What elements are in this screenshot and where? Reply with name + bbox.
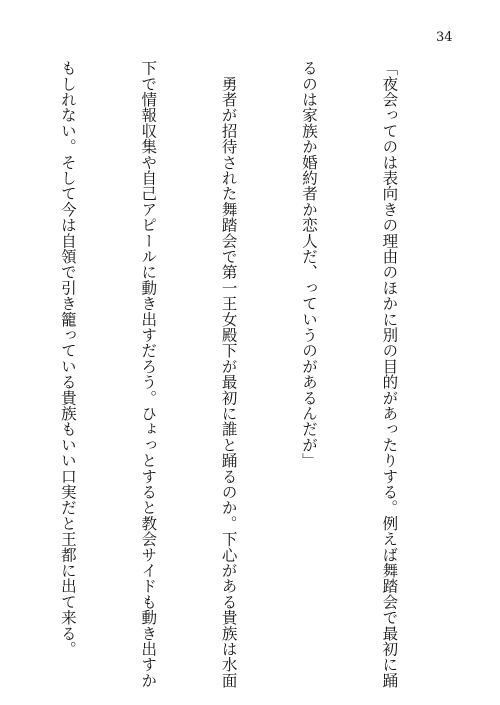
page-number: 34 bbox=[436, 30, 453, 45]
text-line: 勇者が招待された舞踏会で第一王女殿下が最初に誰と踊るのか。下心がある貴族は水面 bbox=[219, 60, 238, 688]
text-line: もしれない。そして今は自領で引き籠っている貴族もいい口実だと王都に出て来る。 bbox=[58, 60, 77, 657]
text-line: 下で情報収集や自己アピールに動き出すだろう。ひょっとすると教会サイドも動き出すか bbox=[139, 60, 158, 688]
text-line: るのは家族か婚約者か恋人だ、っていうのがあるんだが」 bbox=[300, 60, 319, 469]
body-text bbox=[52, 60, 456, 688]
text-line: 「夜会ってのは表向きの理由のほかに別の目的があったりする。例えば舞踏会で最初に踊 bbox=[380, 60, 399, 688]
